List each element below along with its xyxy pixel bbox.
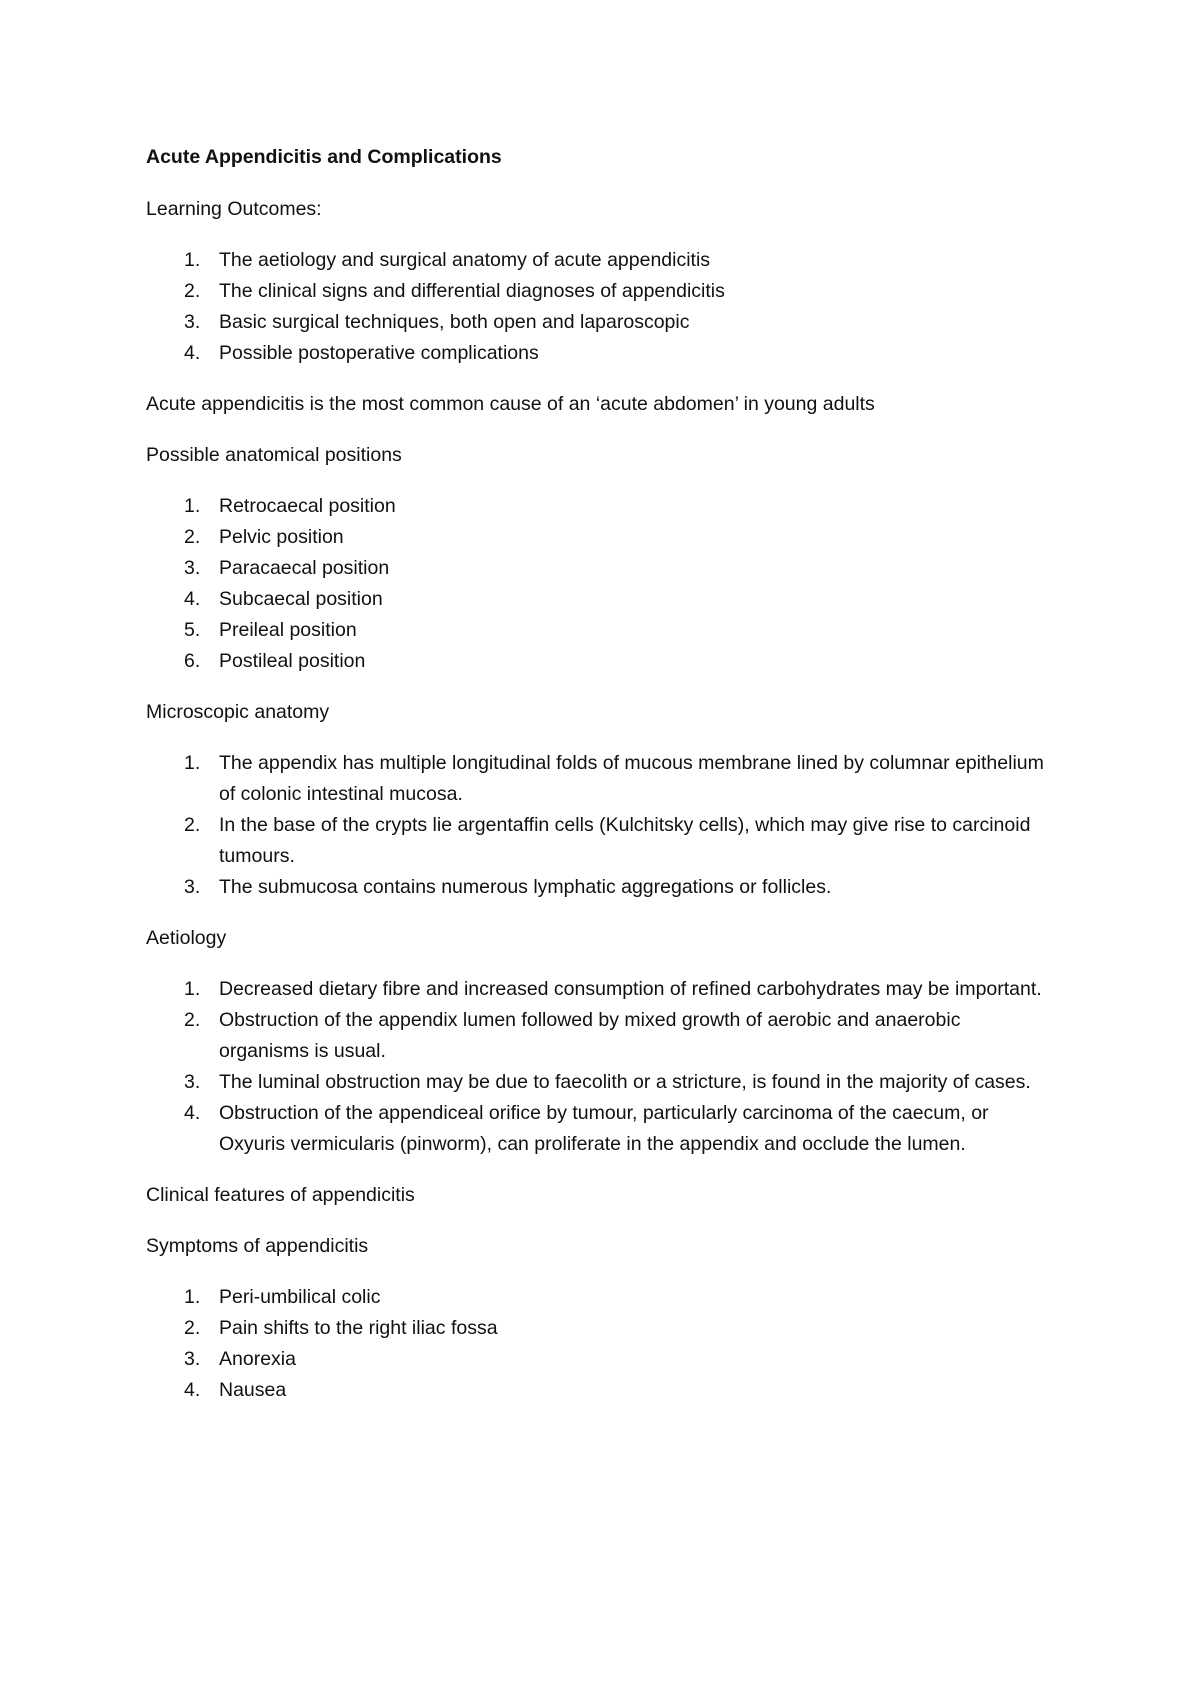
- list-item-number: 4.: [184, 1379, 201, 1401]
- list-item-text: Pelvic position: [219, 526, 344, 548]
- list-item: [146, 276, 1046, 307]
- list-item: [146, 615, 1046, 646]
- list-item-text: Postileal position: [219, 650, 366, 672]
- aetiology-list: [146, 974, 1046, 1160]
- list-item-number: 3.: [184, 1071, 201, 1093]
- list-item: [146, 491, 1046, 522]
- list-item-text: Decreased dietary fibre and increased consumption of refined carbohydrates may be important.: [219, 978, 1042, 1000]
- list-item-text: Obstruction of the appendix lumen followed by mixed growth of aerobic and anaerobic organisms is usual.: [219, 1009, 961, 1062]
- list-item-text: Pain shifts to the right iliac fossa: [219, 1317, 498, 1339]
- symptoms-heading: Symptoms of appendicitis: [146, 1235, 369, 1257]
- intro-paragraph: Acute appendicitis is the most common cause of an ‘acute abdomen’ in young adults: [146, 393, 875, 415]
- clinical-features-heading: Clinical features of appendicitis: [146, 1184, 415, 1206]
- list-item-number: 4.: [184, 342, 201, 364]
- list-item-text: The submucosa contains numerous lymphatic aggregations or follicles.: [219, 876, 832, 898]
- list-item-number: 2.: [184, 280, 201, 302]
- list-item: [146, 1344, 1046, 1375]
- list-item: [146, 872, 1046, 903]
- document-page: [146, 142, 1046, 1426]
- learning-outcomes-list: [146, 245, 1046, 369]
- list-item-text: Obstruction of the appendiceal orifice by tumour, particularly carcinoma of the caecum, or Oxyuris vermicularis (pinworm), can proliferate in the appendix and occlude the lumen.: [219, 1102, 989, 1155]
- list-item-text: The aetiology and surgical anatomy of acute appendicitis: [219, 249, 711, 271]
- list-item: [146, 245, 1046, 276]
- list-item: [146, 748, 1046, 810]
- list-item-text: Paracaecal position: [219, 557, 390, 579]
- list-item-number: 3.: [184, 876, 201, 898]
- list-item-number: 3.: [184, 311, 201, 333]
- list-item-number: 2.: [184, 1009, 201, 1031]
- symptoms-list: [146, 1282, 1046, 1406]
- list-item-text: Peri-umbilical colic: [219, 1286, 381, 1308]
- list-item-text: Anorexia: [219, 1348, 296, 1370]
- list-item: [146, 338, 1046, 369]
- list-item-number: 2.: [184, 814, 201, 836]
- list-item-text: The luminal obstruction may be due to faecolith or a stricture, is found in the majority of cases.: [219, 1071, 1031, 1093]
- list-item-text: The clinical signs and differential diagnoses of appendicitis: [219, 280, 725, 302]
- list-item-text: Subcaecal position: [219, 588, 383, 610]
- positions-heading: Possible anatomical positions: [146, 444, 402, 466]
- list-item: [146, 1375, 1046, 1406]
- list-item: [146, 1282, 1046, 1313]
- list-item-number: 1.: [184, 249, 201, 271]
- list-item: [146, 1313, 1046, 1344]
- list-item-number: 3.: [184, 557, 201, 579]
- list-item-number: 1.: [184, 752, 201, 774]
- list-item-number: 5.: [184, 619, 201, 641]
- list-item-text: Nausea: [219, 1379, 287, 1401]
- list-item-number: 4.: [184, 1102, 201, 1124]
- aetiology-heading: Aetiology: [146, 927, 227, 949]
- list-item-number: 4.: [184, 588, 201, 610]
- microscopic-list: [146, 748, 1046, 903]
- list-item-text: Possible postoperative complications: [219, 342, 539, 364]
- list-item: [146, 584, 1046, 615]
- list-item: [146, 1098, 1046, 1160]
- list-item-number: 3.: [184, 1348, 201, 1370]
- positions-list: [146, 491, 1046, 677]
- list-item-number: 1.: [184, 495, 201, 517]
- list-item-number: 2.: [184, 526, 201, 548]
- list-item-text: The appendix has multiple longitudinal folds of mucous membrane lined by columnar epithelium of colonic intestinal mucosa.: [219, 752, 1044, 805]
- list-item-text: Retrocaecal position: [219, 495, 396, 517]
- list-item-text: In the base of the crypts lie argentaffin cells (Kulchitsky cells), which may give rise to carcinoid tumours.: [219, 814, 1031, 867]
- list-item-number: 1.: [184, 1286, 201, 1308]
- learning-outcomes-heading: Learning Outcomes:: [146, 198, 322, 220]
- list-item: [146, 553, 1046, 584]
- list-item-text: Basic surgical techniques, both open and laparoscopic: [219, 311, 690, 333]
- list-item: [146, 307, 1046, 338]
- list-item: [146, 646, 1046, 677]
- list-item: [146, 1005, 1046, 1067]
- list-item: [146, 522, 1046, 553]
- document-title: Acute Appendicitis and Complications: [146, 146, 502, 168]
- list-item: [146, 974, 1046, 1005]
- list-item-number: 2.: [184, 1317, 201, 1339]
- list-item-text: Preileal position: [219, 619, 357, 641]
- list-item-number: 6.: [184, 650, 201, 672]
- list-item: [146, 810, 1046, 872]
- list-item-number: 1.: [184, 978, 201, 1000]
- list-item: [146, 1067, 1046, 1098]
- microscopic-heading: Microscopic anatomy: [146, 701, 330, 723]
